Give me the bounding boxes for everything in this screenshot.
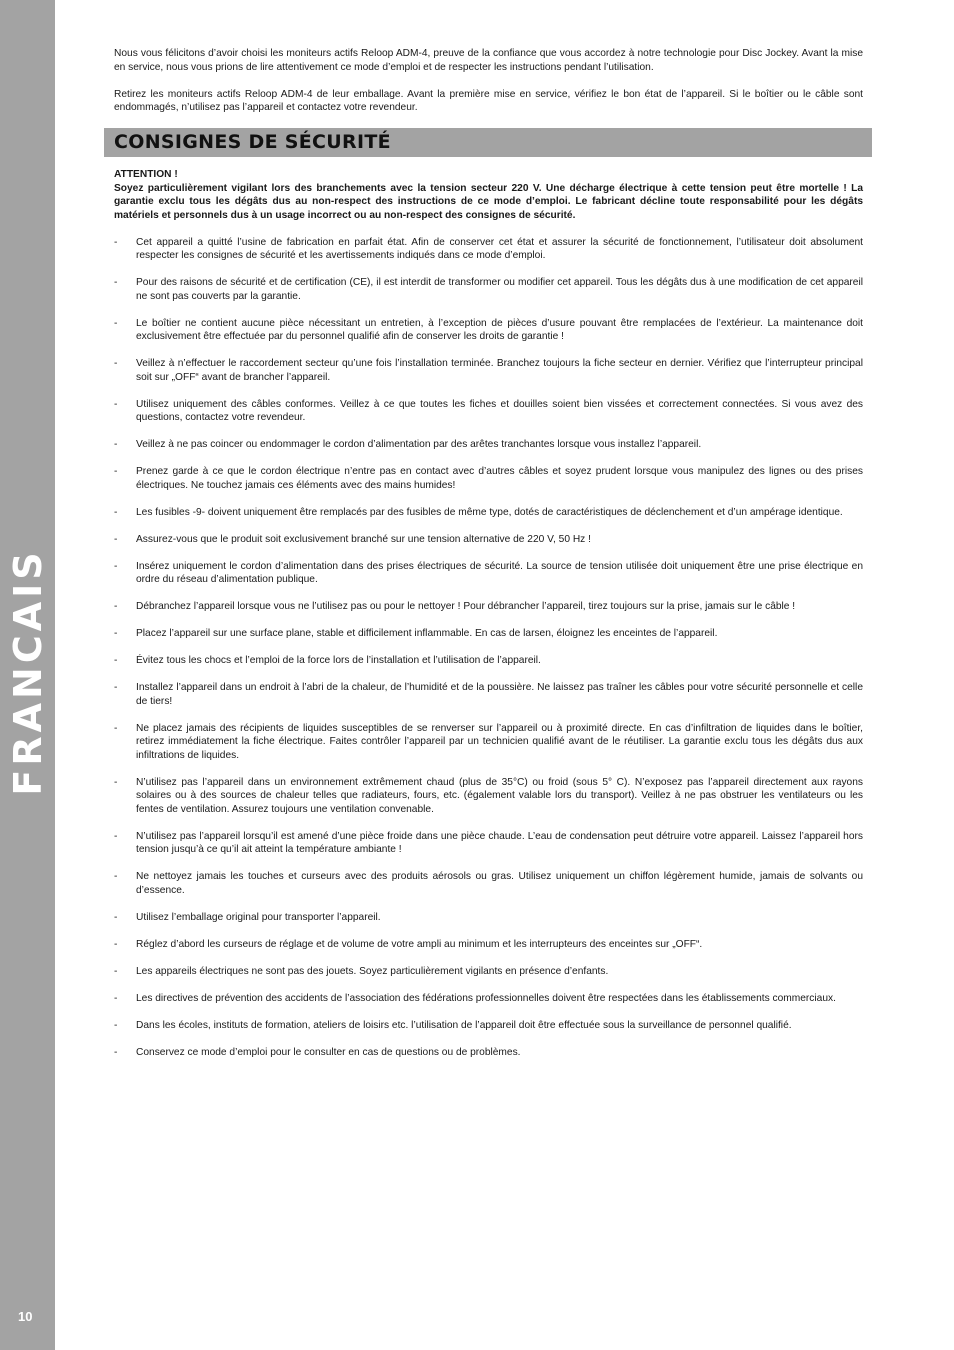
list-item: - Conservez ce mode d’emploi pour le consulter en cas de questions ou de problèmes. [114,1046,521,1058]
list-item: - Installez l’appareil dans un endroit à l’abri de la chaleur, de l’humidité et de la poussière. Ne laissez pas traîner les câbles pour votre sécurité personnelle et celle de tiers! [114,682,863,707]
list-item: - Les fusibles -9- doivent uniquement être remplacés par des fusibles de même type, dotés de caractéristiques de déclenchement et d’un ampérage identique. [114,506,843,518]
list-item: - Ne placez jamais des récipients de liquides susceptibles de se renverser sur l’appareil ou à proximité directe. En cas d’infiltration de liquides dans le boîtier, retirez immédiatement la fiche électrique. Faites contrôler l’appareil par un technicien qualifié avant de le réutiliser. La garantie exclu tous les dégâts dus aux infiltrations de liquides. [114,722,863,761]
list-item: - Assurez-vous que le produit soit exclusivement branché sur une tension alternative de 220 V, 50 Hz ! [114,533,591,545]
safety-rules-list [114,236,863,1060]
list-item: - Insérez uniquement le cordon d’alimentation dans des prises électriques de sécurité. La source de tension utilisée doit uniquement être une prise électrique en ordre du réseau d’alimentation publique. [114,560,863,585]
list-item: - Le boîtier ne contient aucune pièce nécessitant un entretien, à l’exception de pièces d’usure pouvant être remplacées de l’extérieur. La maintenance doit exclusivement être effectuée par du personnel qualifié afin de conserver les droits de garantie ! [114,317,863,342]
list-item: - Évitez tous les chocs et l’emploi de la force lors de l’installation et l’utilisation de l’appareil. [114,655,541,666]
list-item: - Réglez d’abord les curseurs de réglage et de volume de votre ampli au minimum et les interrupteurs des enceintes sur „OFF“. [114,938,703,950]
list-item: - N’utilisez pas l’appareil lorsqu’il est amené d’une pièce froide dans une pièce chaude. L’eau de condensation peut détruire votre appareil. Laissez l’appareil hors tension jusqu’à ce qu’il ait atteint la température ambiante ! [114,830,863,855]
list-item: - N’utilisez pas l’appareil dans un environnement extrêmement chaud (plus de 35°C) ou froid (sous 5° C). N’exposez pas l’appareil directement aux rayons solaires ou à des sources de chaleur telles que radiateurs, fours, etc. (également valable lors du transport). Veillez à ne pas obstruer les ventilateurs ou les fentes de ventilation. Assurez toujours une ventilation convenable. [114,776,863,815]
intro-paragraph-2: Retirez les moniteurs actifs Reloop ADM-4 de leur emballage. Avant la première mise en service, vérifiez le bon état de l’appareil. Si le boîtier ou le câble sont endommagés, n’utilisez pas l’appareil et contactez votre revendeur. [114,88,863,113]
warning-block [114,168,863,222]
language-side-band [0,0,55,1350]
list-item: - Les appareils électriques ne sont pas des jouets. Soyez particulièrement vigilants en présence d’enfants. [114,965,609,977]
language-label: FRANCAIS [6,548,50,796]
list-item: - Cet appareil a quitté l’usine de fabrication en parfait état. Afin de conserver cet état et assurer la sécurité de fonctionnement, l’utilisateur doit absolument respecter les consignes de sécurité et les avertissements indiqués dans ce mode d’emploi. [114,236,863,261]
list-item: - Débranchez l’appareil lorsque vous ne l’utilisez pas ou pour le nettoyer ! Pour débrancher l’appareil, tirez toujours sur la prise, jamais sur le câble ! [114,601,796,612]
list-item: - Ne nettoyez jamais les touches et curseurs avec des produits aérosols ou gras. Utilisez uniquement un chiffon légèrement humide, jamais de solvants ou d’essence. [114,871,863,896]
list-item: - Utilisez l’emballage original pour transporter l’appareil. [114,911,381,923]
page-number: 10 [18,1309,33,1324]
intro [114,47,863,115]
section-title: CONSIGNES DE SÉCURITÉ [114,130,391,153]
list-item: - Utilisez uniquement des câbles conformes. Veillez à ce que toutes les fiches et douilles soient bien vissées et correctement connectées. Si vous avez des questions, contactez votre revendeur. [114,398,863,423]
warning-title: ATTENTION ! [114,169,178,180]
warning-text: Soyez particulièrement vigilant lors des branchements avec la tension secteur 220 V. Une décharge électrique à cette tension peut être mortelle ! La garantie exclu tous les dégâts dus au non-respect des instructions de ce mode d’emploi. Le fabricant décline toute responsabilité pour les dégâts matériels et personnels dus à un usage incorrect ou au non-respect des consignes de sécurité. [114,182,863,221]
list-item: - Pour des raisons de sécurité et de certification (CE), il est interdit de transformer ou modifier cet appareil. Tous les dégâts dus à une modification de cet appareil ne sont pas couverts par la garantie. [114,277,863,302]
list-item: - Dans les écoles, instituts de formation, ateliers de loisirs etc. l’utilisation de l’appareil doit être effectuée sous la surveillance de personnel qualifié. [114,1019,792,1031]
section-header [104,128,872,157]
list-item: - Prenez garde à ce que le cordon électrique n’entre pas en contact avec d’autres câbles et soyez prudent lorsque vous manipulez des lignes ou des prises électriques. Ne touchez jamais ces éléments avec des mains humides! [114,466,863,491]
list-item: - Placez l’appareil sur une surface plane, stable et difficilement inflammable. En cas de larsen, éloignez les enceintes de l’appareil. [114,628,718,639]
list-item: - Veillez à n’effectuer le raccordement secteur qu’une fois l’installation terminée. Branchez toujours la fiche secteur en dernier. Vérifiez que l’interrupteur principal soit sur „OFF“ avant de brancher l’appareil. [114,358,863,383]
page-content [114,47,863,1073]
list-item: - Les directives de prévention des accidents de l’association des fédérations professionnelles doivent être respectées dans les établissements commerciaux. [114,992,836,1004]
intro-paragraph-1: Nous vous félicitons d’avoir choisi les moniteurs actifs Reloop ADM-4, preuve de la confiance que vous accordez à notre technologie pour Disc Jockey. Avant la mise en service, nous vous prions de lire attentivement ce mode d’emploi et de respecter les instructions pendant l’utilisation. [114,48,863,73]
list-item: - Veillez à ne pas coincer ou endommager le cordon d’alimentation par des arêtes tranchantes lorsque vous installez l’appareil. [114,439,702,450]
